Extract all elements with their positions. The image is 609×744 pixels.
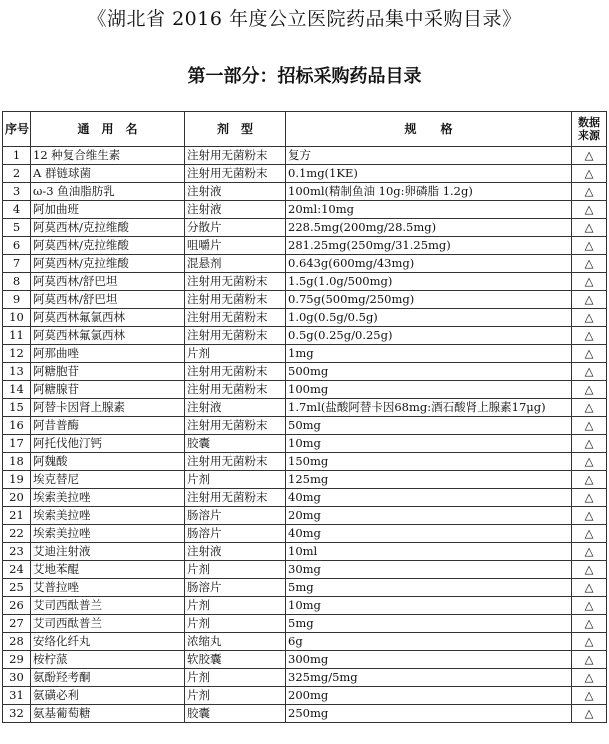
table-row [3, 147, 607, 165]
cell-serial-no: 5 [3, 219, 31, 237]
cell-specification: 100mg [286, 381, 572, 399]
table-row [3, 237, 607, 255]
cell-dosage-form: 片剂 [185, 669, 286, 687]
cell-dosage-form: 注射用无菌粉末 [185, 381, 286, 399]
table-row [3, 651, 607, 669]
table-row [3, 291, 607, 309]
cell-specification: 10ml [286, 543, 572, 561]
cell-data-source: △ [572, 543, 607, 561]
cell-data-source: △ [572, 327, 607, 345]
cell-dosage-form: 注射用无菌粉末 [185, 453, 286, 471]
cell-generic-name: 阿魏酸 [31, 453, 185, 471]
cell-serial-no: 3 [3, 183, 31, 201]
table-header-row [3, 112, 607, 147]
table-row [3, 687, 607, 705]
cell-serial-no: 32 [3, 705, 31, 723]
cell-specification: 40mg [286, 525, 572, 543]
cell-generic-name: 阿莫西林氟氯西林 [31, 327, 185, 345]
cell-serial-no: 13 [3, 363, 31, 381]
cell-generic-name: 艾普拉唑 [31, 579, 185, 597]
cell-generic-name: 埃索美拉唑 [31, 525, 185, 543]
table-row [3, 579, 607, 597]
cell-dosage-form: 注射用无菌粉末 [185, 327, 286, 345]
cell-serial-no: 24 [3, 561, 31, 579]
cell-generic-name: A 群链球菌 [31, 165, 185, 183]
cell-serial-no: 29 [3, 651, 31, 669]
cell-data-source: △ [572, 597, 607, 615]
page-title: 《湖北省 2016 年度公立医院药品集中采购目录》 [87, 8, 522, 30]
cell-dosage-form: 片剂 [185, 345, 286, 363]
cell-specification: 500mg [286, 363, 572, 381]
cell-specification: 1.5g(1.0g/500mg) [286, 273, 572, 291]
cell-generic-name: 桉柠蒎 [31, 651, 185, 669]
table-row [3, 453, 607, 471]
cell-generic-name: 艾迪注射液 [31, 543, 185, 561]
cell-specification: 1.7ml(盐酸阿替卡因68mg:酒石酸肾上腺素17μg) [286, 399, 572, 417]
cell-generic-name: 阿莫西林氟氯西林 [31, 309, 185, 327]
cell-serial-no: 31 [3, 687, 31, 705]
cell-dosage-form: 混悬剂 [185, 255, 286, 273]
cell-serial-no: 10 [3, 309, 31, 327]
cell-serial-no: 12 [3, 345, 31, 363]
table-row [3, 543, 607, 561]
cell-data-source: △ [572, 579, 607, 597]
cell-generic-name: ω-3 鱼油脂肪乳 [31, 183, 185, 201]
cell-specification: 1.0g(0.5g/0.5g) [286, 309, 572, 327]
cell-serial-no: 8 [3, 273, 31, 291]
drug-catalog-table [2, 111, 607, 723]
cell-data-source: △ [572, 615, 607, 633]
cell-generic-name: 阿那曲唑 [31, 345, 185, 363]
cell-specification: 250mg [286, 705, 572, 723]
table-row [3, 309, 607, 327]
cell-specification: 300mg [286, 651, 572, 669]
table-row [3, 597, 607, 615]
cell-dosage-form: 注射液 [185, 543, 286, 561]
cell-serial-no: 14 [3, 381, 31, 399]
cell-generic-name: 12 种复合维生素 [31, 147, 185, 165]
table-row [3, 273, 607, 291]
cell-serial-no: 16 [3, 417, 31, 435]
cell-serial-no: 22 [3, 525, 31, 543]
cell-dosage-form: 注射用无菌粉末 [185, 363, 286, 381]
cell-generic-name: 阿莫西林/舒巴坦 [31, 291, 185, 309]
cell-serial-no: 9 [3, 291, 31, 309]
cell-specification: 200mg [286, 687, 572, 705]
cell-dosage-form: 注射用无菌粉末 [185, 489, 286, 507]
cell-data-source: △ [572, 687, 607, 705]
cell-data-source: △ [572, 309, 607, 327]
cell-generic-name: 阿糖腺苷 [31, 381, 185, 399]
cell-dosage-form: 浓缩丸 [185, 633, 286, 651]
cell-generic-name: 阿加曲班 [31, 201, 185, 219]
cell-dosage-form: 注射用无菌粉末 [185, 273, 286, 291]
cell-specification: 复方 [286, 147, 572, 165]
cell-generic-name: 阿糖胞苷 [31, 363, 185, 381]
header-serial-no: 序号 [3, 112, 31, 147]
cell-dosage-form: 片剂 [185, 615, 286, 633]
cell-generic-name: 阿莫西林/克拉维酸 [31, 219, 185, 237]
table-row [3, 165, 607, 183]
header-generic-name: 通 用 名 [31, 112, 185, 147]
cell-data-source: △ [572, 453, 607, 471]
table-row [3, 183, 607, 201]
cell-dosage-form: 肠溶片 [185, 525, 286, 543]
cell-specification: 6g [286, 633, 572, 651]
cell-generic-name: 埃克替尼 [31, 471, 185, 489]
cell-dosage-form: 软胶囊 [185, 651, 286, 669]
cell-generic-name: 阿莫西林/克拉维酸 [31, 255, 185, 273]
cell-data-source: △ [572, 471, 607, 489]
cell-generic-name: 氨酚羟考酮 [31, 669, 185, 687]
cell-generic-name: 阿托伐他汀钙 [31, 435, 185, 453]
cell-generic-name: 埃索美拉唑 [31, 489, 185, 507]
cell-data-source: △ [572, 507, 607, 525]
table-row [3, 525, 607, 543]
table-row [3, 219, 607, 237]
header-data-source: 数据来源 [572, 112, 607, 147]
table-row [3, 705, 607, 723]
cell-dosage-form: 分散片 [185, 219, 286, 237]
cell-data-source: △ [572, 147, 607, 165]
cell-dosage-form: 注射用无菌粉末 [185, 309, 286, 327]
table-row [3, 669, 607, 687]
cell-serial-no: 23 [3, 543, 31, 561]
section-subtitle: 第一部分：招标采购药品目录 [187, 66, 422, 87]
cell-dosage-form: 注射液 [185, 201, 286, 219]
cell-serial-no: 17 [3, 435, 31, 453]
cell-data-source: △ [572, 291, 607, 309]
cell-generic-name: 安络化纤丸 [31, 633, 185, 651]
table-row [3, 255, 607, 273]
cell-generic-name: 阿莫西林/舒巴坦 [31, 273, 185, 291]
cell-serial-no: 30 [3, 669, 31, 687]
cell-serial-no: 7 [3, 255, 31, 273]
cell-generic-name: 艾司西酞普兰 [31, 597, 185, 615]
cell-specification: 20mg [286, 507, 572, 525]
cell-serial-no: 27 [3, 615, 31, 633]
cell-data-source: △ [572, 255, 607, 273]
cell-data-source: △ [572, 435, 607, 453]
table-row [3, 489, 607, 507]
cell-serial-no: 20 [3, 489, 31, 507]
cell-specification: 30mg [286, 561, 572, 579]
cell-serial-no: 21 [3, 507, 31, 525]
cell-dosage-form: 片剂 [185, 471, 286, 489]
cell-data-source: △ [572, 669, 607, 687]
cell-data-source: △ [572, 165, 607, 183]
table-row [3, 417, 607, 435]
cell-dosage-form: 注射用无菌粉末 [185, 291, 286, 309]
cell-data-source: △ [572, 525, 607, 543]
table-row [3, 363, 607, 381]
cell-generic-name: 阿替卡因肾上腺素 [31, 399, 185, 417]
cell-specification: 10mg [286, 597, 572, 615]
cell-serial-no: 6 [3, 237, 31, 255]
cell-specification: 1mg [286, 345, 572, 363]
table-row [3, 381, 607, 399]
cell-serial-no: 15 [3, 399, 31, 417]
cell-dosage-form: 注射液 [185, 399, 286, 417]
cell-dosage-form: 注射液 [185, 183, 286, 201]
cell-specification: 0.75g(500mg/250mg) [286, 291, 572, 309]
cell-serial-no: 2 [3, 165, 31, 183]
cell-data-source: △ [572, 345, 607, 363]
cell-data-source: △ [572, 399, 607, 417]
cell-data-source: △ [572, 237, 607, 255]
table-row [3, 327, 607, 345]
cell-dosage-form: 片剂 [185, 687, 286, 705]
cell-serial-no: 4 [3, 201, 31, 219]
cell-specification: 325mg/5mg [286, 669, 572, 687]
cell-dosage-form: 咀嚼片 [185, 237, 286, 255]
cell-serial-no: 18 [3, 453, 31, 471]
cell-dosage-form: 胶囊 [185, 435, 286, 453]
cell-specification: 40mg [286, 489, 572, 507]
cell-data-source: △ [572, 381, 607, 399]
cell-data-source: △ [572, 705, 607, 723]
cell-specification: 50mg [286, 417, 572, 435]
cell-data-source: △ [572, 633, 607, 651]
cell-specification: 281.25mg(250mg/31.25mg) [286, 237, 572, 255]
cell-dosage-form: 注射用无菌粉末 [185, 165, 286, 183]
table-row [3, 615, 607, 633]
cell-specification: 228.5mg(200mg/28.5mg) [286, 219, 572, 237]
cell-generic-name: 艾司西酞普兰 [31, 615, 185, 633]
cell-dosage-form: 胶囊 [185, 705, 286, 723]
cell-dosage-form: 肠溶片 [185, 507, 286, 525]
table-row [3, 345, 607, 363]
cell-generic-name: 埃索美拉唑 [31, 507, 185, 525]
table-row [3, 435, 607, 453]
cell-data-source: △ [572, 561, 607, 579]
cell-dosage-form: 片剂 [185, 561, 286, 579]
cell-data-source: △ [572, 201, 607, 219]
table-row [3, 633, 607, 651]
cell-data-source: △ [572, 489, 607, 507]
cell-generic-name: 艾地苯醌 [31, 561, 185, 579]
cell-data-source: △ [572, 363, 607, 381]
table-row [3, 471, 607, 489]
cell-data-source: △ [572, 417, 607, 435]
cell-specification: 10mg [286, 435, 572, 453]
cell-dosage-form: 注射用无菌粉末 [185, 417, 286, 435]
cell-data-source: △ [572, 273, 607, 291]
table-row [3, 561, 607, 579]
table-row [3, 201, 607, 219]
cell-dosage-form: 片剂 [185, 597, 286, 615]
cell-specification: 5mg [286, 615, 572, 633]
cell-data-source: △ [572, 183, 607, 201]
cell-serial-no: 1 [3, 147, 31, 165]
cell-data-source: △ [572, 219, 607, 237]
header-dosage-form: 剂 型 [185, 112, 286, 147]
cell-specification: 0.1mg(1KE) [286, 165, 572, 183]
cell-specification: 0.643g(600mg/43mg) [286, 255, 572, 273]
table-row [3, 399, 607, 417]
cell-specification: 5mg [286, 579, 572, 597]
cell-specification: 100ml(精制鱼油 10g:卵磷脂 1.2g) [286, 183, 572, 201]
cell-serial-no: 25 [3, 579, 31, 597]
cell-specification: 20ml:10mg [286, 201, 572, 219]
cell-generic-name: 氨磺必利 [31, 687, 185, 705]
cell-specification: 125mg [286, 471, 572, 489]
cell-serial-no: 11 [3, 327, 31, 345]
cell-generic-name: 阿莫西林/克拉维酸 [31, 237, 185, 255]
cell-specification: 150mg [286, 453, 572, 471]
cell-dosage-form: 注射用无菌粉末 [185, 147, 286, 165]
table-row [3, 507, 607, 525]
cell-generic-name: 阿昔普酶 [31, 417, 185, 435]
cell-serial-no: 26 [3, 597, 31, 615]
cell-serial-no: 28 [3, 633, 31, 651]
cell-generic-name: 氨基葡萄糖 [31, 705, 185, 723]
cell-serial-no: 19 [3, 471, 31, 489]
cell-specification: 0.5g(0.25g/0.25g) [286, 327, 572, 345]
header-specification: 规 格 [286, 112, 572, 147]
cell-dosage-form: 肠溶片 [185, 579, 286, 597]
cell-data-source: △ [572, 651, 607, 669]
